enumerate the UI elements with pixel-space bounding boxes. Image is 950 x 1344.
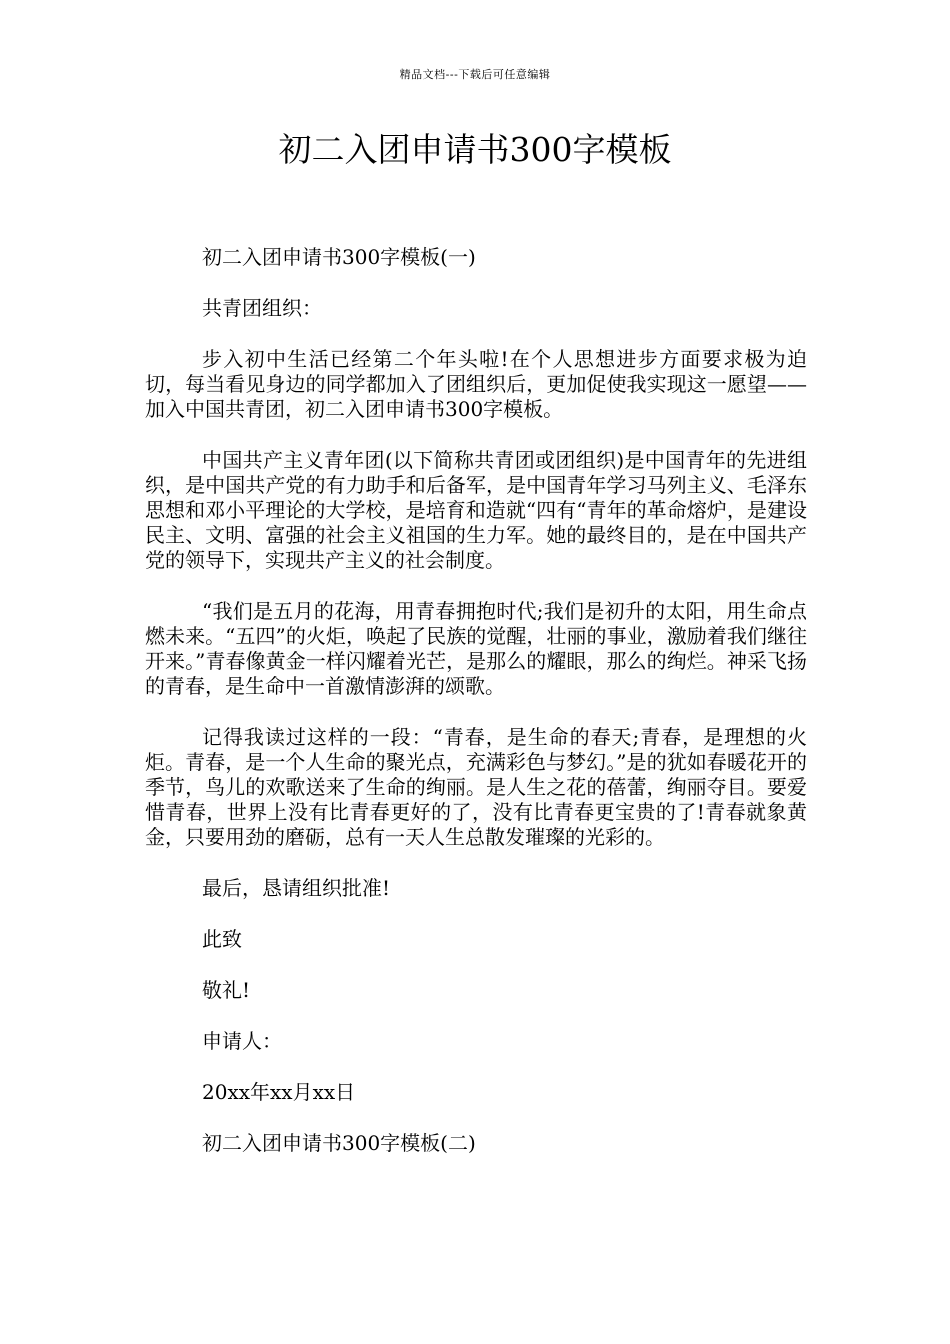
section-heading-2: 初二入团申请书300字模板(二) (202, 1131, 476, 1155)
header-note: 精品文档---下载后可任意编辑 (399, 68, 551, 81)
paragraph: 中国共产主义青年团(以下简称共青团或团组织)是中国青年的先进组织，是中国共产党的有力助手和后备军，是中国青年学习马列主义、毛泽东思想和邓小平理论的大学校，是培育和造就“四有“青年的革命熔炉，是建设民主、文明、富强的社会主义祖国的生力军。她的最终目的，是在中国共产党的领导下，实现共产主义的社会制度。 (145, 448, 807, 572)
paragraph: 记得我读过这样的一段：“青春，是生命的春天;青春，是理想的火炬。青春，是一个人生命的聚光点，充满彩色与梦幻。”是的犹如春暖花开的季节，鸟儿的欢歌送来了生命的绚丽。是人生之花的蓓蕾，绚丽夺目。要爱惜青春，世界上没有比青春更好的了，没有比青春更宝贵的了!青春就象黄金，只要用劲的磨砺，总有一天人生总散发璀璨的光彩的。 (145, 725, 807, 849)
paragraph: “我们是五月的花海，用青春拥抱时代;我们是初升的太阳，用生命点燃未来。“五四”的火炬，唤起了民族的觉醒，壮丽的事业，激励着我们继往开来。”青春像黄金一样闪耀着光芒，是那么的耀眼，那么的绚烂。神采飞扬的青春，是生命中一首激情澎湃的颂歌。 (145, 599, 807, 698)
section-heading-1: 初二入团申请书300字模板(一) (202, 245, 476, 269)
closing-salute: 敬礼! (202, 978, 251, 1002)
applicant-label: 申请人： (202, 1029, 282, 1053)
date-line: 20xx年xx月xx日 (202, 1080, 356, 1104)
document-title: 初二入团申请书300字模板 (278, 130, 672, 169)
closing-request: 最后，恳请组织批准! (202, 876, 391, 900)
document-body (145, 245, 807, 1156)
closing-phrase: 此致 (202, 927, 242, 951)
salutation: 共青团组织： (202, 296, 322, 320)
paragraph: 步入初中生活已经第二个年头啦!在个人思想进步方面要求极为迫切，每当看见身边的同学都加入了团组织后，更加促使我实现这一愿望——加入中国共青团，初二入团申请书300字模板。 (145, 347, 807, 421)
